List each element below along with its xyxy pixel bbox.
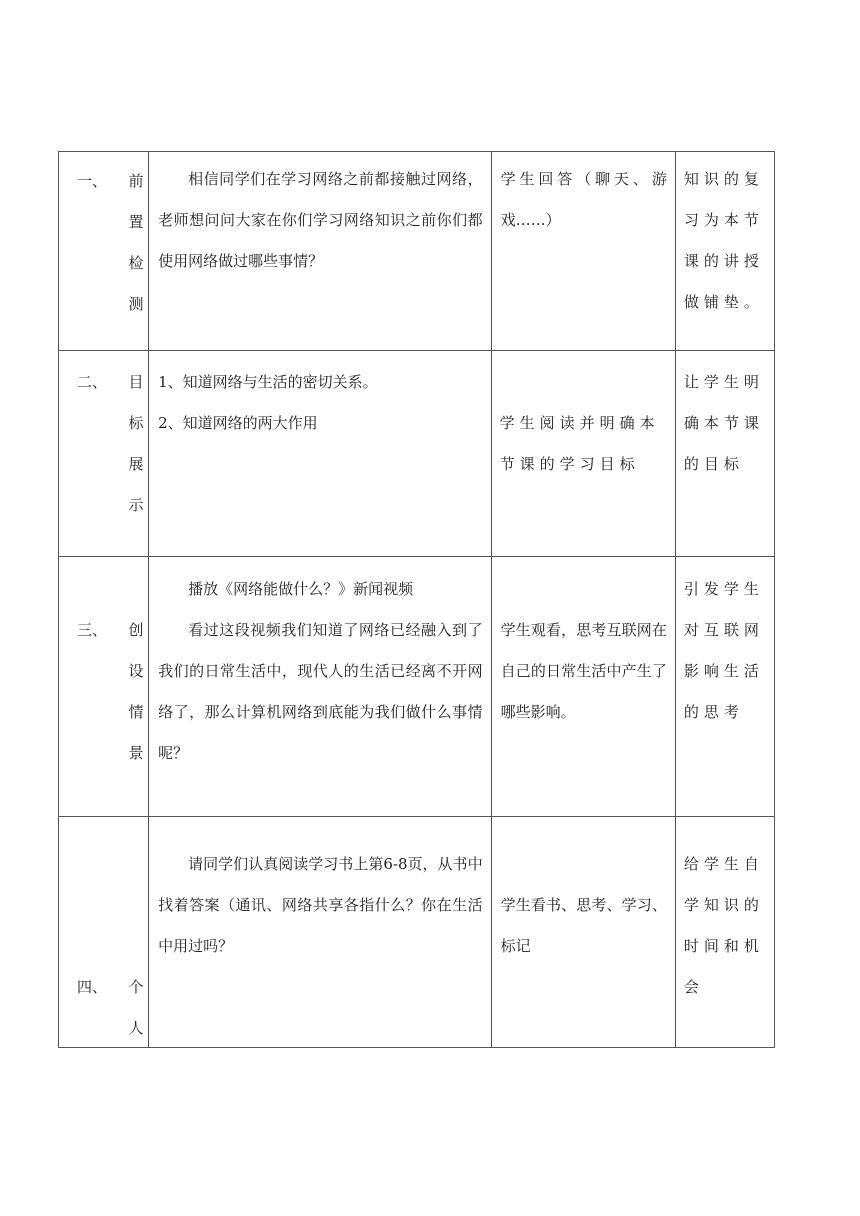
teacher-activity-cell bbox=[149, 817, 491, 1048]
stage-title-char: 示 bbox=[128, 496, 144, 514]
stage-number: 二、 bbox=[77, 373, 108, 391]
stage-title-char: 设 bbox=[128, 662, 144, 680]
table-row bbox=[59, 152, 775, 351]
stage-title-char: 检 bbox=[128, 254, 144, 272]
teacher-text: 请同学们认真阅读学习书上第6-8页，从书中找着答案（通讯、网络共享各指什么？你在生活中用过吗？ bbox=[158, 855, 483, 955]
teacher-activity-cell bbox=[149, 351, 491, 557]
student-activity-cell bbox=[491, 152, 675, 351]
intent-text: 给学生自学知识的时间和机会 bbox=[683, 855, 764, 996]
stage-title-char: 个 bbox=[128, 978, 144, 996]
teacher-activity-cell bbox=[149, 557, 491, 817]
stage-title-char: 创 bbox=[128, 621, 144, 639]
stage-title-char: 前 bbox=[128, 172, 144, 190]
design-intent-cell bbox=[675, 817, 774, 1048]
design-intent-cell bbox=[675, 152, 774, 351]
stage-cell bbox=[59, 557, 149, 817]
intent-text: 引发学生对互联网影响生活的思考 bbox=[683, 580, 764, 721]
stage-title-char: 标 bbox=[128, 414, 144, 432]
teacher-text: 2、知道网络的两大作用 bbox=[158, 414, 318, 432]
stage-number: 三、 bbox=[77, 621, 108, 639]
stage-cell bbox=[59, 351, 149, 557]
teacher-text: 1、知道网络与生活的密切关系。 bbox=[158, 373, 378, 391]
intent-text: 知识的复习为本节课的讲授做铺垫。 bbox=[683, 170, 764, 311]
stage-title-char: 情 bbox=[128, 703, 144, 721]
stage-number: 一、 bbox=[77, 172, 108, 190]
table-row bbox=[59, 557, 775, 817]
lesson-plan-table bbox=[58, 151, 775, 1048]
student-activity-cell bbox=[491, 351, 675, 557]
student-text: 学生阅读并明确本节课的学习目标 bbox=[499, 414, 660, 473]
design-intent-cell bbox=[675, 557, 774, 817]
stage-cell bbox=[59, 152, 149, 351]
stage-title-char: 人 bbox=[128, 1019, 144, 1037]
stage-number: 四、 bbox=[77, 978, 108, 996]
student-text: 学生回答（聊天、游戏……） bbox=[500, 170, 667, 229]
teacher-activity-cell bbox=[149, 152, 491, 351]
student-text: 学生看书、思考、学习、标记 bbox=[500, 896, 667, 955]
teacher-text: 播放《网络能做什么？》新闻视频 bbox=[188, 580, 414, 598]
table-row bbox=[59, 351, 775, 557]
student-text: 学生观看，思考互联网在自己的日常生活中产生了哪些影响。 bbox=[500, 621, 667, 721]
design-intent-cell bbox=[675, 351, 774, 557]
stage-title-char: 展 bbox=[128, 455, 144, 473]
stage-title-char: 景 bbox=[128, 744, 144, 762]
table-row bbox=[59, 817, 775, 1048]
stage-title-char: 置 bbox=[128, 213, 144, 231]
teacher-text: 看过这段视频我们知道了网络已经融入到了我们的日常生活中，现代人的生活已经离不开网络了，那么计算机网络到底能为我们做什么事情呢？ bbox=[158, 621, 483, 762]
stage-cell bbox=[59, 817, 149, 1048]
student-activity-cell bbox=[491, 557, 675, 817]
intent-text: 让学生明确本节课的目标 bbox=[683, 373, 764, 473]
stage-title-char: 测 bbox=[128, 295, 144, 313]
stage-title-char: 目 bbox=[128, 373, 144, 391]
student-activity-cell bbox=[491, 817, 675, 1048]
teacher-text: 相信同学们在学习网络之前都接触过网络，老师想问问大家在你们学习网络知识之前你们都使用网络做过哪些事情？ bbox=[158, 170, 483, 270]
